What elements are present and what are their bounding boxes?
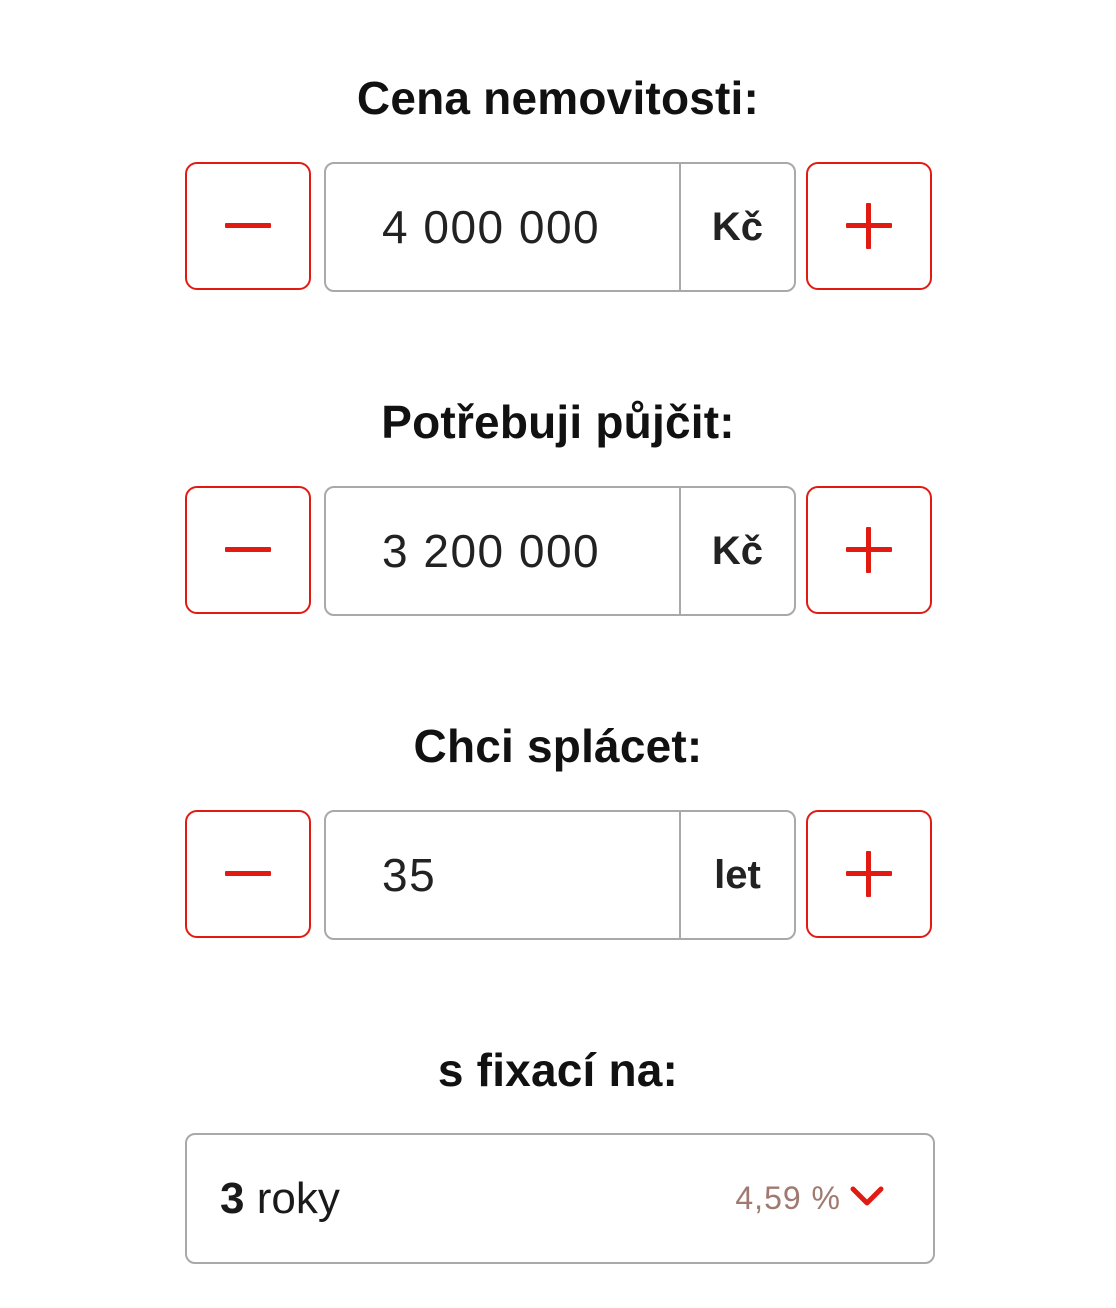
term-field: [324, 810, 796, 940]
plus-icon: [846, 203, 892, 249]
loan-title: Potřebuji půjčit:: [381, 396, 735, 448]
price-stepper: [185, 162, 935, 294]
fixation-selected-unit: roky: [256, 1174, 340, 1223]
loan-unit-label: Kč: [711, 529, 764, 573]
term-title: Chci splácet:: [413, 720, 703, 772]
minus-icon: [225, 203, 271, 249]
term-unit-label: let: [714, 853, 761, 897]
fixation-rate: 4,59 %: [735, 1180, 841, 1216]
fixation-select[interactable]: [185, 1133, 935, 1264]
plus-icon: [846, 527, 892, 573]
price-input[interactable]: [326, 164, 679, 290]
price-unit-label: Kč: [711, 205, 764, 249]
chevron-down-icon: [850, 1185, 884, 1207]
fixation-selected-value: [220, 1135, 340, 1262]
term-decrease-button[interactable]: [185, 810, 311, 938]
term-input[interactable]: [326, 812, 679, 938]
fixation-selected-number: 3: [220, 1174, 245, 1223]
loan-input[interactable]: [326, 488, 679, 614]
loan-decrease-button[interactable]: [185, 486, 311, 614]
price-increase-button[interactable]: [806, 162, 932, 290]
plus-icon: [846, 851, 892, 897]
price-field: [324, 162, 796, 292]
loan-increase-button[interactable]: [806, 486, 932, 614]
minus-icon: [225, 851, 271, 897]
price-title: Cena nemovitosti:: [356, 72, 760, 124]
fixation-title: s fixací na:: [437, 1044, 679, 1096]
loan-field: [324, 486, 796, 616]
term-stepper: [185, 810, 935, 942]
term-increase-button[interactable]: [806, 810, 932, 938]
price-decrease-button[interactable]: [185, 162, 311, 290]
minus-icon: [225, 527, 271, 573]
loan-stepper: [185, 486, 935, 618]
